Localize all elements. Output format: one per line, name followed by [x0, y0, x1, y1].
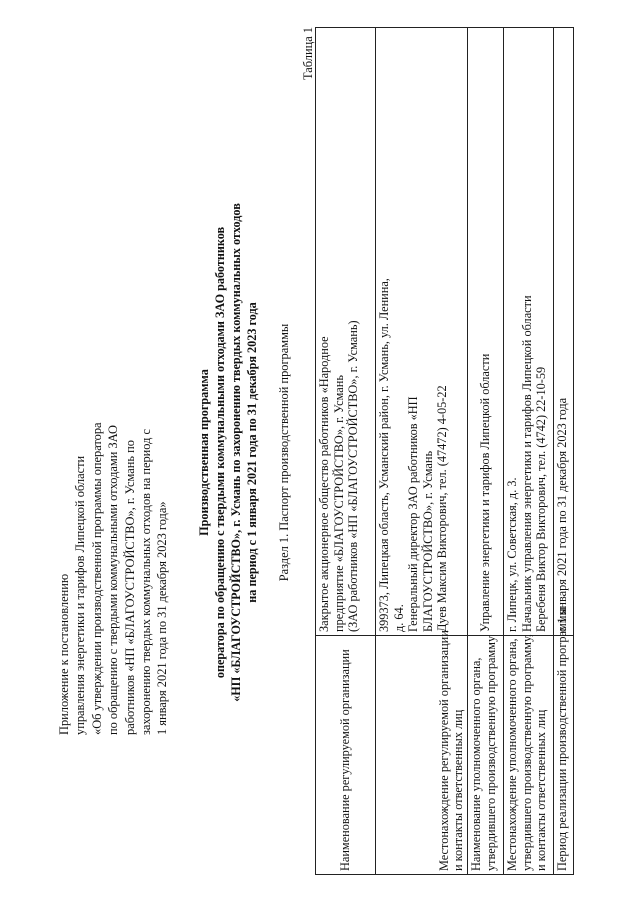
cell-line: Местонахождение уполномоченного органа,: [505, 638, 519, 871]
cell-line: (ЗАО работников «НП «БЛАГОУСТРОЙСТВО», г. Усмань): [346, 320, 361, 632]
table-label: Таблица 1: [301, 27, 315, 80]
table-row: [504, 28, 554, 875]
table-key-cell: [554, 607, 574, 875]
cell-line: предприятие «БЛАГОУСТРОЙСТВО», г. Усмань: [331, 375, 346, 632]
cell-line: БЛАГОУСТРОЙСТВО», г. Усмань: [420, 450, 435, 632]
table-value-cell: [504, 28, 554, 636]
title-line: на период с 1 января 2021 года по 31 декабря 2023 года: [245, 302, 259, 603]
table-key-cell: [316, 636, 376, 875]
appendix-line: «Об утверждении производственной программы оператора: [89, 422, 104, 735]
table-value-cell: [468, 28, 504, 636]
cell-line: Дуев Максим Викторович, тел. (47472) 4-05-22: [435, 385, 450, 632]
appendix-note: [56, 75, 171, 735]
table-row: [376, 28, 468, 875]
table-value-cell: [376, 28, 468, 636]
title-line: «НП «БЛАГОУСТРОЙСТВО», г. Усмань по захоронению твердых коммунальных отходов: [229, 203, 243, 702]
cell-line: д. 64.: [391, 604, 406, 632]
cell-line: г. Липецк, ул. Советская, д. 3.: [505, 477, 519, 632]
table-key-cell: [468, 636, 504, 875]
cell-line: с 1 января 2021 года по 31 декабря 2023 года: [555, 397, 569, 632]
table-row: [468, 28, 504, 875]
appendix-line: по обращению с твердыми коммунальными отходами ЗАО: [106, 425, 121, 735]
table-value-cell: [316, 28, 376, 636]
cell-line: утвердившего производственную программу: [483, 635, 498, 871]
passport-table: [315, 27, 574, 875]
cell-line: и контакты ответственных лиц: [534, 709, 549, 871]
table-key-cell: [376, 630, 468, 875]
table-row: [316, 28, 376, 875]
title-line: оператора по обращению с твердыми коммунальными отходами ЗАО работников: [213, 226, 227, 679]
table-row: [554, 28, 574, 875]
cell-line: Закрытое акционерное общество работников «Народное: [317, 336, 331, 632]
cell-line: Управление энергетики и тарифов Липецкой области: [478, 353, 493, 632]
section-heading: Раздел 1. Паспорт производственной программы: [277, 323, 291, 582]
cell-line: Местонахождение регулируемой организации: [436, 630, 451, 871]
cell-line: и контакты ответственных лиц: [451, 709, 466, 871]
document-title: [196, 0, 260, 905]
appendix-line: захоронению твердых коммунальных отходов на период с: [139, 428, 154, 735]
appendix-line: управления энергетики и тарифов Липецкой области: [73, 455, 88, 735]
table-value-cell: [554, 28, 574, 636]
appendix-line: 1 января 2021 года по 31 декабря 2023 года»: [155, 501, 170, 735]
cell-line: Беребеня Виктор Викторович, тел. (4742) 22-10-59: [534, 366, 549, 632]
appendix-line: Приложение к постановлению: [57, 573, 71, 735]
title-line: Производственная программа: [197, 369, 211, 536]
cell-line: Наименование регулируемой организации: [338, 649, 353, 871]
cell-line: Генеральный директор ЗАО работников «НП: [406, 396, 421, 632]
cell-line: утвердившего производственную программу,: [519, 634, 534, 871]
table-key-cell: [504, 636, 554, 875]
appendix-line: работников «НП «БЛАГОУСТРОЙСТВО», г. Усмань по: [122, 440, 137, 735]
cell-line: Начальник управления энергетики и тарифов Липецкой области: [519, 295, 534, 632]
cell-line: Период реализации производственной программы: [555, 607, 569, 871]
cell-line: Наименование уполномоченного органа,: [469, 657, 483, 871]
cell-line: 399373, Липецкая область, Усманский район, г. Усмань, ул. Ленина,: [377, 278, 391, 632]
